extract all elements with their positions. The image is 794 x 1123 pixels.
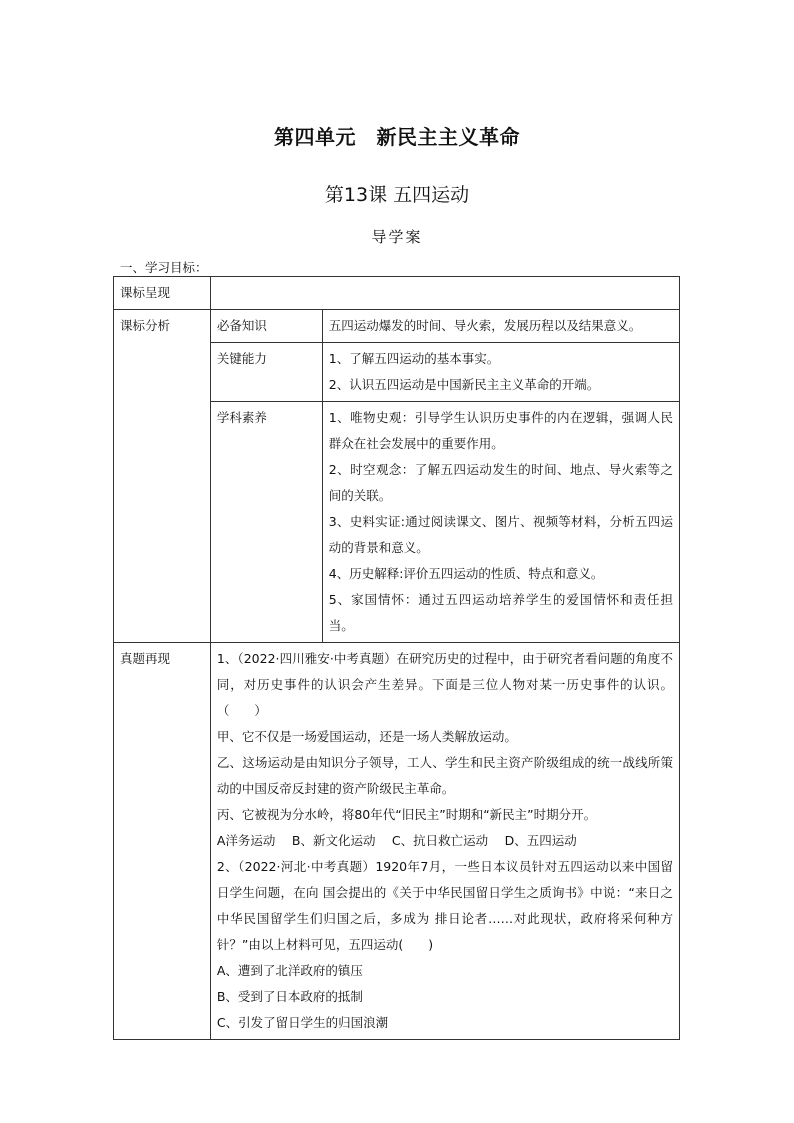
list-item: 1、唯物史观：引导学生认识历史事件的内在逻辑，强调人民群众在社会发展中的重要作用。 (328, 410, 673, 451)
question-2-option-c: C、引发了留日学生的归国浪潮 (216, 1015, 389, 1030)
standard-presentation-cell (210, 277, 679, 310)
list-item: 3、史料实证:通过阅读课文、图片、视频等材料，分析五四运动的背景和意义。 (328, 514, 673, 555)
question-1-statement-b: 乙、这场运动是由知识分子领导，工人、学生和民主资产阶级组成的统一战线所策动的中国反帝反封建的资产阶级民主革命。 (216, 755, 673, 796)
question-1-options: A洋务运动 B、新文化运动 C、抗日救亡运动 D、五四运动 (216, 833, 577, 848)
table-row-past-exam-questions (114, 643, 680, 1040)
row-label-past-exam-questions: 真题再现 (114, 643, 211, 1040)
row-label-standard-presentation: 课标呈现 (114, 277, 211, 310)
question-2-option-b: B、受到了日本政府的抵制 (216, 989, 363, 1004)
learning-goals-table (113, 276, 680, 1040)
list-item: 5、家国情怀：通过五四运动培养学生的爱国情怀和责任担当。 (328, 592, 673, 633)
section-heading-learning-goals: 一、学习目标： (120, 260, 208, 275)
sub-label-key-ability: 关键能力 (210, 343, 322, 402)
question-1-statement-c: 丙、它被视为分水岭，将80年代“旧民主”时期和“新民主”时期分开。 (216, 807, 597, 822)
required-knowledge-text: 五四运动爆发的时间、导火索，发展历程以及结果意义。 (322, 310, 679, 343)
row-label-standard-analysis: 课标分析 (114, 310, 211, 643)
table-row-standard-presentation (114, 277, 680, 310)
table-row-required-knowledge (114, 310, 680, 343)
question-1-statement-a: 甲、它不仅是一场爱国运动，还是一场人类解放运动。 (216, 729, 517, 744)
key-ability-cell (322, 343, 679, 402)
list-item: 1、了解五四运动的基本事实。 (328, 351, 500, 366)
question-2-option-a: A、遭到了北洋政府的镇压 (216, 963, 363, 978)
list-item: 4、历史解释:评价五四运动的性质、特点和意义。 (328, 566, 604, 581)
lesson-title: 第13课 五四运动 (324, 184, 470, 206)
document-type-label: 导学案 (371, 228, 423, 246)
sub-label-required-knowledge: 必备知识 (210, 310, 322, 343)
past-exam-questions-cell (210, 643, 679, 1040)
unit-title: 第四单元 新民主主义革命 (274, 125, 520, 149)
question-1-stem: 1、（2022·四川雅安·中考真题）在研究历史的过程中，由于研究者看问题的角度不同，对历史事件的认识会产生差异。下面是三位人物对某一历史事件的认识。（ ） (216, 651, 673, 718)
list-item: 2、认识五四运动是中国新民主主义革命的开端。 (328, 377, 600, 392)
list-item: 2、时空观念：了解五四运动发生的时间、地点、导火索等之间的关联。 (328, 462, 673, 503)
question-2-stem: 2、（2022·河北·中考真题）1920年7月，一些日本议员针对五四运动以来中国留日学生问题，在向 国会提出的《关于中华民国留日学生之质询书》中说：“来日之中华民国留学生们归国之后，多成为 排日论者……对此现状，政府将采何种方针？”由以上材料可见，五四运动( ) (216, 859, 673, 952)
subject-literacy-cell (322, 402, 679, 643)
sub-label-subject-literacy: 学科素养 (210, 402, 322, 643)
